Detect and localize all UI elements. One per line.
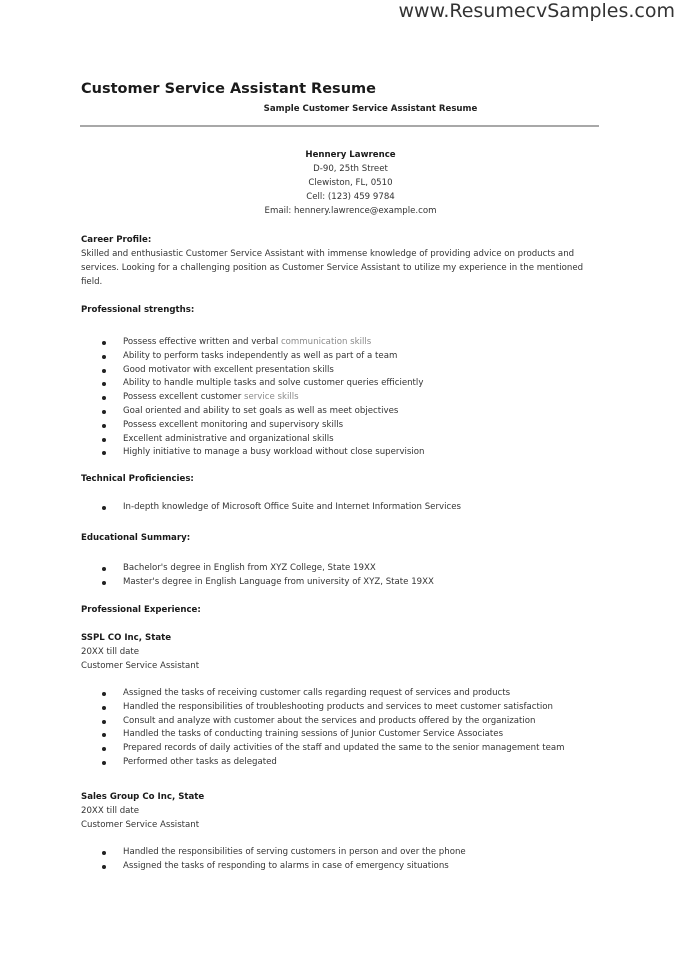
bullet-icon <box>102 396 106 400</box>
section-heading: Professional Experience: <box>81 605 201 615</box>
bullet-icon <box>102 438 106 442</box>
job-role: Customer Service Assistant <box>81 820 200 830</box>
bullet-icon <box>102 355 106 359</box>
bullet-icon <box>102 581 106 585</box>
job-duties-list <box>81 846 601 874</box>
list-item: Ability to handle multiple tasks and solve customer queries efficiently <box>81 377 601 391</box>
list-item: Handled the responsibilities of serving customers in person and over the phone <box>81 846 601 860</box>
bullet-icon <box>102 706 106 710</box>
section-heading: Educational Summary: <box>81 533 191 543</box>
list-item: Good motivator with excellent presentation skills <box>81 364 601 378</box>
bullet-icon <box>102 567 106 571</box>
job-entry <box>81 790 601 874</box>
list-item: Possess effective written and verbal communication skills <box>81 336 601 350</box>
bullet-icon <box>102 761 106 765</box>
site-url-watermark: www.ResumecvSamples.com <box>398 0 675 22</box>
list-item: Master's degree in English Language from university of XYZ, State 19XX <box>81 576 601 590</box>
list-item: In-depth knowledge of Microsoft Office Suite and Internet Information Services <box>81 501 601 515</box>
bullet-icon <box>102 341 106 345</box>
list-item: Assigned the tasks of responding to alarms in case of emergency situations <box>81 860 601 874</box>
bullet-icon <box>102 720 106 724</box>
bullet-icon <box>102 692 106 696</box>
link-service-skills[interactable]: service skills <box>243 392 299 403</box>
bullet-icon <box>102 747 106 751</box>
list-item: Goal oriented and ability to set goals as well as meet objectives <box>81 405 601 419</box>
contact-address-line1: D-90, 25th Street <box>313 164 388 174</box>
contact-block <box>0 148 681 218</box>
resume-subtitle: Sample Customer Service Assistant Resume <box>263 104 478 114</box>
job-dates: 20XX till date <box>81 647 140 657</box>
section-professional-experience <box>81 603 601 770</box>
list-item: Possess excellent monitoring and supervisory skills <box>81 419 601 433</box>
bullet-icon <box>102 506 106 510</box>
bullet-icon <box>102 451 106 455</box>
list-item: Handled the tasks of conducting training sessions of Junior Customer Service Associates <box>81 728 601 742</box>
resume-title: Customer Service Assistant Resume <box>81 81 376 97</box>
career-profile-text: Skilled and enthusiastic Customer Service Assistant with immense knowledge of providing advice on products and services. Looking for a challenging position as Customer Service Assistant to utilize my experience in the mentioned field. <box>81 249 584 287</box>
list-item: Excellent administrative and organizational skills <box>81 433 601 447</box>
list-item: Handled the responsibilities of troubleshooting products and services to meet customer satisfaction <box>81 701 601 715</box>
bullet-icon <box>102 410 106 414</box>
list-item: Consult and analyze with customer about the services and products offered by the organization <box>81 715 601 729</box>
bullet-icon <box>102 851 106 855</box>
job-entry <box>81 631 601 770</box>
section-professional-strengths <box>81 303 601 460</box>
contact-name: Hennery Lawrence <box>305 150 396 160</box>
section-heading: Professional strengths: <box>81 305 195 315</box>
bullet-icon <box>102 424 106 428</box>
section-heading: Career Profile: <box>81 235 152 245</box>
section-technical-proficiencies <box>81 472 601 515</box>
job-duties-list <box>81 687 601 770</box>
contact-address-line2: Clewiston, FL, 0510 <box>308 178 393 188</box>
list-item: Possess excellent customer service skills <box>81 391 601 405</box>
strengths-list <box>81 336 601 460</box>
job-role: Customer Service Assistant <box>81 661 200 671</box>
header-divider <box>80 125 599 127</box>
job-dates: 20XX till date <box>81 806 140 816</box>
list-item: Prepared records of daily activities of the staff and updated the same to the senior management team <box>81 742 601 756</box>
section-heading: Technical Proficiencies: <box>81 474 194 484</box>
list-item: Performed other tasks as delegated <box>81 756 601 770</box>
section-career-profile <box>81 233 601 289</box>
bullet-icon <box>102 369 106 373</box>
list-item: Highly initiative to manage a busy workload without close supervision <box>81 446 601 460</box>
bullet-icon <box>102 382 106 386</box>
section-educational-summary <box>81 531 601 590</box>
bullet-icon <box>102 865 106 869</box>
bullet-icon <box>102 733 106 737</box>
list-item: Assigned the tasks of receiving customer calls regarding request of services and products <box>81 687 601 701</box>
contact-cell: Cell: (123) 459 9784 <box>306 192 395 202</box>
technical-list <box>81 501 601 515</box>
list-item: Bachelor's degree in English from XYZ College, State 19XX <box>81 562 601 576</box>
job-company: Sales Group Co Inc, State <box>81 792 205 802</box>
job-company: SSPL CO Inc, State <box>81 633 172 643</box>
link-communication-skills[interactable]: communication skills <box>280 337 372 347</box>
contact-email: Email: hennery.lawrence@example.com <box>264 206 437 216</box>
list-item: Ability to perform tasks independently as well as part of a team <box>81 350 601 364</box>
education-list <box>81 562 601 590</box>
